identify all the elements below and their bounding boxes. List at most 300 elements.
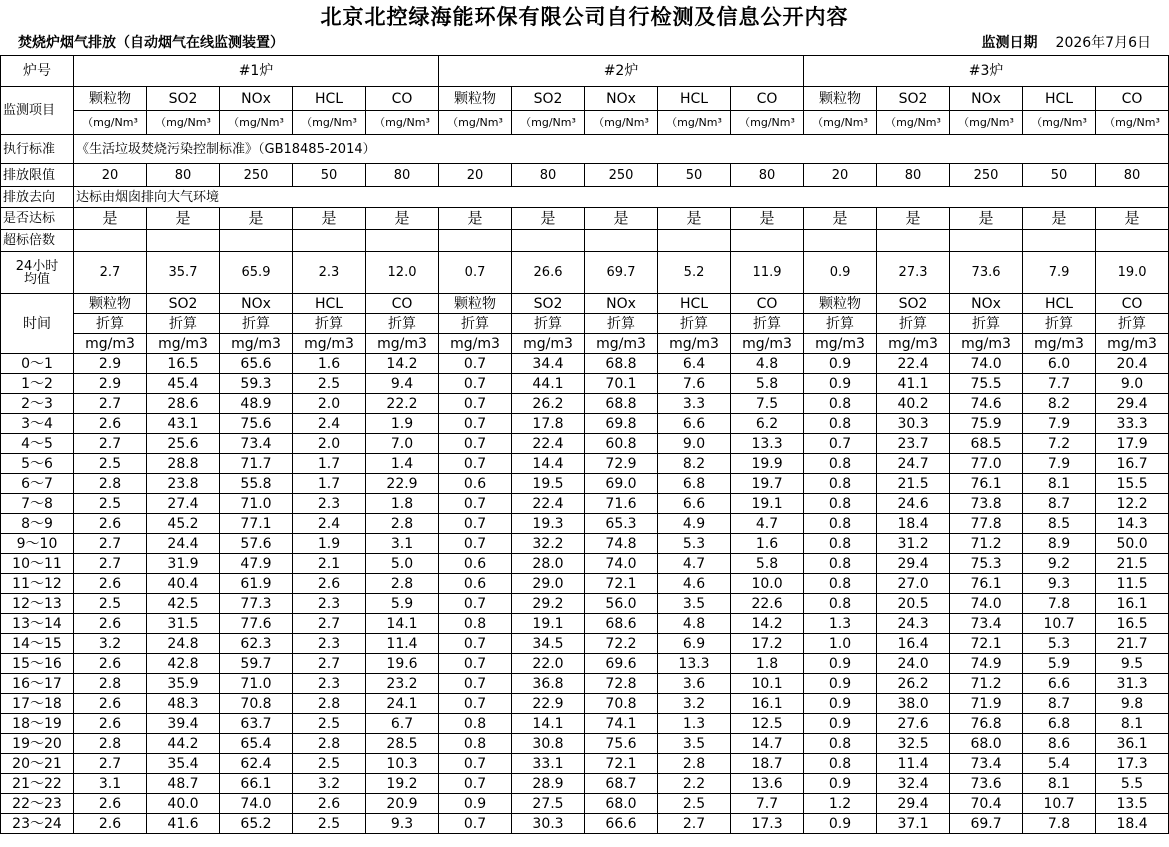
- hourly-value: 1.3: [804, 614, 877, 634]
- hourly-value: 32.4: [877, 774, 950, 794]
- unit-hourly-label: mg/m3: [147, 334, 220, 354]
- hourly-value: 23.2: [366, 674, 439, 694]
- hourly-value: 0.6: [439, 574, 512, 594]
- hourly-value: 22.4: [877, 354, 950, 374]
- hourly-value: 7.7: [731, 794, 804, 814]
- hour-range: 4～5: [1, 434, 74, 454]
- emission-table: [0, 55, 1169, 834]
- table-row: [1, 434, 1169, 454]
- unit-label: （mg/Nm³: [147, 111, 220, 135]
- hourly-value: 5.3: [658, 534, 731, 554]
- hourly-value: 50.0: [1096, 534, 1169, 554]
- hourly-value: 0.8: [804, 414, 877, 434]
- exceed-times-value: [804, 230, 877, 252]
- hourly-value: 45.4: [147, 374, 220, 394]
- table-row: [1, 734, 1169, 754]
- hourly-value: 2.5: [74, 594, 147, 614]
- hourly-value: 2.2: [658, 774, 731, 794]
- pollutant-hcl: HCL: [293, 87, 366, 111]
- hourly-value: 2.6: [74, 414, 147, 434]
- converted-label: 折算: [950, 314, 1023, 334]
- hourly-value: 77.6: [220, 614, 293, 634]
- hourly-value: 26.2: [877, 674, 950, 694]
- hourly-value: 59.7: [220, 654, 293, 674]
- hourly-value: 77.1: [220, 514, 293, 534]
- table-row: [1, 674, 1169, 694]
- limit-co: 80: [731, 164, 804, 187]
- hourly-value: 0.8: [439, 734, 512, 754]
- hourly-value: 24.1: [366, 694, 439, 714]
- avg24-value: 69.7: [585, 252, 658, 294]
- hourly-value: 18.7: [731, 754, 804, 774]
- hourly-value: 19.1: [512, 614, 585, 634]
- hourly-value: 0.7: [439, 534, 512, 554]
- hourly-value: 11.5: [1096, 574, 1169, 594]
- hourly-value: 31.3: [1096, 674, 1169, 694]
- hourly-value: 8.1: [1096, 714, 1169, 734]
- hourly-value: 68.0: [950, 734, 1023, 754]
- hourly-value: 0.8: [439, 614, 512, 634]
- limit-so2: 80: [877, 164, 950, 187]
- compliant-value: 是: [220, 208, 293, 230]
- unit-label: （mg/Nm³: [366, 111, 439, 135]
- limit-hcl: 50: [658, 164, 731, 187]
- unit-hourly-label: mg/m3: [877, 334, 950, 354]
- pollutant-so2: SO2: [877, 294, 950, 314]
- hourly-value: 2.6: [74, 814, 147, 834]
- hourly-value: 66.1: [220, 774, 293, 794]
- avg24-value: 27.3: [877, 252, 950, 294]
- hourly-value: 42.8: [147, 654, 220, 674]
- hourly-value: 2.8: [74, 674, 147, 694]
- table-row: [1, 594, 1169, 614]
- hourly-value: 65.6: [220, 354, 293, 374]
- pollutant-particulate: 颗粒物: [439, 294, 512, 314]
- hourly-value: 75.9: [950, 414, 1023, 434]
- pollutant-hcl: HCL: [658, 294, 731, 314]
- hourly-value: 8.9: [1023, 534, 1096, 554]
- hourly-value: 16.4: [877, 634, 950, 654]
- hourly-value: 5.8: [731, 374, 804, 394]
- avg24-value: 11.9: [731, 252, 804, 294]
- hourly-value: 20.4: [1096, 354, 1169, 374]
- hourly-value: 0.9: [804, 774, 877, 794]
- hour-range: 17～18: [1, 694, 74, 714]
- hourly-value: 2.7: [293, 614, 366, 634]
- compliant-value: 是: [804, 208, 877, 230]
- pollutant-so2: SO2: [877, 87, 950, 111]
- hourly-value: 10.7: [1023, 614, 1096, 634]
- pollutant-co: CO: [731, 87, 804, 111]
- hourly-value: 2.8: [293, 694, 366, 714]
- hourly-value: 0.8: [804, 394, 877, 414]
- hourly-value: 19.2: [366, 774, 439, 794]
- unit-hourly-label: mg/m3: [366, 334, 439, 354]
- hourly-value: 4.8: [731, 354, 804, 374]
- hourly-value: 2.5: [74, 454, 147, 474]
- hourly-value: 29.2: [512, 594, 585, 614]
- hourly-value: 1.9: [366, 414, 439, 434]
- hourly-value: 22.9: [366, 474, 439, 494]
- hourly-value: 74.6: [950, 394, 1023, 414]
- hourly-value: 36.8: [512, 674, 585, 694]
- hourly-value: 17.9: [1096, 434, 1169, 454]
- pollutant-co: CO: [366, 294, 439, 314]
- compliant-value: 是: [74, 208, 147, 230]
- hourly-value: 11.4: [366, 634, 439, 654]
- pollutant-nox: NOx: [585, 87, 658, 111]
- converted-label: 折算: [74, 314, 147, 334]
- unit-label: （mg/Nm³: [512, 111, 585, 135]
- hourly-value: 2.7: [74, 754, 147, 774]
- hourly-value: 13.3: [731, 434, 804, 454]
- limit-particulate: 20: [804, 164, 877, 187]
- hourly-value: 28.9: [512, 774, 585, 794]
- compliant-value: 是: [439, 208, 512, 230]
- table-row: [1, 694, 1169, 714]
- unit-hourly-label: mg/m3: [804, 334, 877, 354]
- hourly-value: 22.4: [512, 494, 585, 514]
- pollutant-so2: SO2: [147, 294, 220, 314]
- converted-label: 折算: [439, 314, 512, 334]
- table-row: [1, 354, 1169, 374]
- hourly-value: 0.8: [804, 534, 877, 554]
- compliant-value: 是: [512, 208, 585, 230]
- avg24-value: 73.6: [950, 252, 1023, 294]
- hourly-value: 19.3: [512, 514, 585, 534]
- hourly-value: 0.8: [804, 594, 877, 614]
- unit-hourly-label: mg/m3: [512, 334, 585, 354]
- table-row: [1, 414, 1169, 434]
- hourly-value: 35.9: [147, 674, 220, 694]
- hourly-value: 0.7: [439, 414, 512, 434]
- hourly-value: 4.7: [731, 514, 804, 534]
- hourly-value: 69.8: [585, 414, 658, 434]
- hourly-value: 32.5: [877, 734, 950, 754]
- hourly-value: 69.6: [585, 654, 658, 674]
- table-row: [1, 614, 1169, 634]
- hourly-value: 48.9: [220, 394, 293, 414]
- hourly-value: 0.7: [439, 634, 512, 654]
- hourly-value: 10.1: [731, 674, 804, 694]
- hourly-value: 71.2: [950, 534, 1023, 554]
- hourly-value: 13.3: [658, 654, 731, 674]
- limit-label: 排放限值: [1, 164, 74, 187]
- hourly-value: 6.6: [658, 494, 731, 514]
- limit-nox: 250: [585, 164, 658, 187]
- hourly-value: 71.0: [220, 674, 293, 694]
- hourly-value: 6.6: [658, 414, 731, 434]
- hourly-value: 73.6: [950, 774, 1023, 794]
- hourly-value: 2.5: [293, 754, 366, 774]
- limit-hcl: 50: [293, 164, 366, 187]
- hourly-value: 74.1: [585, 714, 658, 734]
- hourly-value: 16.1: [731, 694, 804, 714]
- hourly-value: 9.3: [366, 814, 439, 834]
- hourly-value: 15.5: [1096, 474, 1169, 494]
- hourly-value: 7.2: [1023, 434, 1096, 454]
- hourly-value: 31.5: [147, 614, 220, 634]
- hourly-value: 42.5: [147, 594, 220, 614]
- hour-range: 3～4: [1, 414, 74, 434]
- pollutant-hcl: HCL: [293, 294, 366, 314]
- hourly-value: 12.5: [731, 714, 804, 734]
- hourly-value: 40.4: [147, 574, 220, 594]
- hour-range: 22～23: [1, 794, 74, 814]
- hourly-value: 2.3: [293, 634, 366, 654]
- exceed-times-value: [731, 230, 804, 252]
- avg24-value: 0.9: [804, 252, 877, 294]
- hourly-value: 73.4: [950, 754, 1023, 774]
- converted-label: 折算: [1096, 314, 1169, 334]
- hourly-value: 35.4: [147, 754, 220, 774]
- unit-label: （mg/Nm³: [950, 111, 1023, 135]
- hourly-value: 2.8: [366, 514, 439, 534]
- hourly-value: 0.7: [439, 654, 512, 674]
- hourly-value: 9.4: [366, 374, 439, 394]
- limit-so2: 80: [147, 164, 220, 187]
- pollutant-co: CO: [366, 87, 439, 111]
- hourly-value: 1.0: [804, 634, 877, 654]
- hourly-value: 2.8: [293, 734, 366, 754]
- hourly-value: 18.4: [877, 514, 950, 534]
- hourly-value: 65.4: [220, 734, 293, 754]
- hourly-value: 0.7: [439, 454, 512, 474]
- pollutant-particulate: 颗粒物: [74, 294, 147, 314]
- standard-text: 《生活垃圾焚烧污染控制标准》（GB18485-2014）: [74, 135, 1169, 164]
- hourly-value: 6.2: [731, 414, 804, 434]
- hourly-value: 0.9: [804, 674, 877, 694]
- hourly-value: 0.8: [804, 574, 877, 594]
- table-row: [1, 514, 1169, 534]
- hourly-value: 1.3: [658, 714, 731, 734]
- limit-co: 80: [1096, 164, 1169, 187]
- hourly-value: 2.5: [293, 374, 366, 394]
- hour-range: 20～21: [1, 754, 74, 774]
- pollutant-so2: SO2: [147, 87, 220, 111]
- hourly-value: 24.4: [147, 534, 220, 554]
- unit-hourly-label: mg/m3: [439, 334, 512, 354]
- hourly-value: 21.7: [1096, 634, 1169, 654]
- hourly-value: 72.2: [585, 634, 658, 654]
- hourly-value: 9.5: [1096, 654, 1169, 674]
- hourly-value: 26.2: [512, 394, 585, 414]
- hour-range: 18～19: [1, 714, 74, 734]
- hourly-value: 0.7: [439, 394, 512, 414]
- hourly-value: 2.3: [293, 674, 366, 694]
- hourly-value: 8.1: [1023, 774, 1096, 794]
- hourly-value: 71.0: [220, 494, 293, 514]
- hourly-value: 4.7: [658, 554, 731, 574]
- hourly-value: 31.2: [877, 534, 950, 554]
- hourly-value: 72.9: [585, 454, 658, 474]
- hourly-value: 0.6: [439, 474, 512, 494]
- hourly-value: 8.7: [1023, 694, 1096, 714]
- hourly-value: 1.6: [731, 534, 804, 554]
- table-row: [1, 814, 1169, 834]
- hourly-value: 75.3: [950, 554, 1023, 574]
- hourly-value: 6.7: [366, 714, 439, 734]
- converted-label: 折算: [512, 314, 585, 334]
- compliant-value: 是: [1023, 208, 1096, 230]
- hourly-value: 33.3: [1096, 414, 1169, 434]
- exceed-times-value: [512, 230, 585, 252]
- hourly-value: 14.1: [366, 614, 439, 634]
- avg24-value: 7.9: [1023, 252, 1096, 294]
- hourly-value: 74.9: [950, 654, 1023, 674]
- hourly-value: 0.8: [804, 454, 877, 474]
- hourly-value: 17.8: [512, 414, 585, 434]
- hourly-value: 28.8: [147, 454, 220, 474]
- page-title: 北京北控绿海能环保有限公司自行检测及信息公开内容: [320, 5, 849, 29]
- hourly-value: 1.4: [366, 454, 439, 474]
- hourly-value: 57.6: [220, 534, 293, 554]
- hourly-value: 2.7: [293, 654, 366, 674]
- avg24-value: 35.7: [147, 252, 220, 294]
- hourly-value: 71.6: [585, 494, 658, 514]
- hourly-value: 70.1: [585, 374, 658, 394]
- hour-range: 12～13: [1, 594, 74, 614]
- converted-label: 折算: [147, 314, 220, 334]
- hourly-value: 7.7: [1023, 374, 1096, 394]
- hourly-value: 6.8: [658, 474, 731, 494]
- hourly-value: 6.4: [658, 354, 731, 374]
- hourly-value: 69.7: [950, 814, 1023, 834]
- compliant-label: 是否达标: [1, 208, 74, 230]
- hourly-value: 5.9: [366, 594, 439, 614]
- converted-label: 折算: [220, 314, 293, 334]
- hourly-value: 72.1: [950, 634, 1023, 654]
- exceed-times-value: [658, 230, 731, 252]
- exceed-times-value: [1096, 230, 1169, 252]
- hourly-value: 34.4: [512, 354, 585, 374]
- converted-label: 折算: [293, 314, 366, 334]
- hourly-value: 7.9: [1023, 454, 1096, 474]
- converted-label: 折算: [731, 314, 804, 334]
- date-value: 2026年7月6日: [1055, 35, 1151, 51]
- hour-range: 5～6: [1, 454, 74, 474]
- hourly-value: 60.8: [585, 434, 658, 454]
- hourly-value: 0.7: [439, 754, 512, 774]
- pollutant-nox: NOx: [220, 294, 293, 314]
- furnace-header-3: #3炉: [804, 56, 1169, 87]
- pollutant-co: CO: [1096, 294, 1169, 314]
- hourly-value: 28.0: [512, 554, 585, 574]
- hourly-value: 72.1: [585, 574, 658, 594]
- hourly-value: 16.5: [147, 354, 220, 374]
- hourly-value: 22.6: [731, 594, 804, 614]
- hourly-value: 36.1: [1096, 734, 1169, 754]
- avg24-value: 0.7: [439, 252, 512, 294]
- hourly-value: 0.7: [439, 594, 512, 614]
- hourly-value: 3.2: [74, 634, 147, 654]
- hourly-value: 0.7: [439, 814, 512, 834]
- hourly-value: 38.0: [877, 694, 950, 714]
- hour-range: 23～24: [1, 814, 74, 834]
- hour-range: 15～16: [1, 654, 74, 674]
- hourly-value: 19.9: [731, 454, 804, 474]
- hourly-value: 68.8: [585, 354, 658, 374]
- hourly-value: 0.8: [804, 734, 877, 754]
- hourly-value: 1.6: [293, 354, 366, 374]
- hourly-value: 22.0: [512, 654, 585, 674]
- hourly-value: 12.2: [1096, 494, 1169, 514]
- hourly-value: 1.7: [293, 474, 366, 494]
- hourly-value: 6.9: [658, 634, 731, 654]
- unit-label: （mg/Nm³: [293, 111, 366, 135]
- hourly-value: 2.5: [293, 714, 366, 734]
- hourly-value: 2.3: [293, 494, 366, 514]
- unit-hourly-label: mg/m3: [585, 334, 658, 354]
- hourly-value: 68.8: [585, 394, 658, 414]
- hourly-value: 0.7: [439, 694, 512, 714]
- table-row: [1, 394, 1169, 414]
- hourly-value: 0.7: [439, 434, 512, 454]
- compliant-value: 是: [950, 208, 1023, 230]
- converted-label: 折算: [585, 314, 658, 334]
- pollutant-nox: NOx: [950, 294, 1023, 314]
- hourly-value: 62.3: [220, 634, 293, 654]
- hourly-value: 3.2: [658, 694, 731, 714]
- pollutant-hcl: HCL: [1023, 294, 1096, 314]
- hourly-value: 13.5: [1096, 794, 1169, 814]
- hourly-value: 29.0: [512, 574, 585, 594]
- limit-nox: 250: [220, 164, 293, 187]
- pollutant-co: CO: [731, 294, 804, 314]
- hourly-value: 0.9: [804, 814, 877, 834]
- hourly-value: 2.9: [74, 374, 147, 394]
- destination-label: 排放去向: [1, 187, 74, 208]
- hourly-value: 2.7: [74, 434, 147, 454]
- hourly-value: 30.8: [512, 734, 585, 754]
- limit-so2: 80: [512, 164, 585, 187]
- table-row: [1, 654, 1169, 674]
- unit-label: （mg/Nm³: [585, 111, 658, 135]
- hourly-value: 19.5: [512, 474, 585, 494]
- destination-text: 达标由烟囱排向大气环境: [74, 187, 1169, 208]
- hour-range: 8～9: [1, 514, 74, 534]
- unit-hourly-label: mg/m3: [1023, 334, 1096, 354]
- hourly-value: 24.0: [877, 654, 950, 674]
- hour-range: 6～7: [1, 474, 74, 494]
- unit-hourly-label: mg/m3: [1096, 334, 1169, 354]
- hourly-value: 1.2: [804, 794, 877, 814]
- hourly-value: 2.4: [293, 414, 366, 434]
- pollutant-particulate: 颗粒物: [439, 87, 512, 111]
- hourly-value: 74.0: [220, 794, 293, 814]
- hourly-value: 39.4: [147, 714, 220, 734]
- hourly-value: 25.6: [147, 434, 220, 454]
- table-row: [1, 554, 1169, 574]
- exceed-times-value: [74, 230, 147, 252]
- hourly-value: 1.8: [731, 654, 804, 674]
- hourly-value: 2.6: [74, 654, 147, 674]
- hourly-value: 65.2: [220, 814, 293, 834]
- hourly-value: 27.4: [147, 494, 220, 514]
- hourly-value: 5.8: [731, 554, 804, 574]
- hourly-value: 71.9: [950, 694, 1023, 714]
- hourly-value: 69.0: [585, 474, 658, 494]
- hourly-value: 0.9: [439, 794, 512, 814]
- hourly-value: 2.6: [293, 794, 366, 814]
- date-label: 监测日期: [981, 35, 1038, 51]
- table-row: [1, 794, 1169, 814]
- hourly-value: 24.8: [147, 634, 220, 654]
- hourly-value: 8.7: [1023, 494, 1096, 514]
- hourly-value: 8.1: [1023, 474, 1096, 494]
- hourly-value: 75.5: [950, 374, 1023, 394]
- hourly-value: 55.8: [220, 474, 293, 494]
